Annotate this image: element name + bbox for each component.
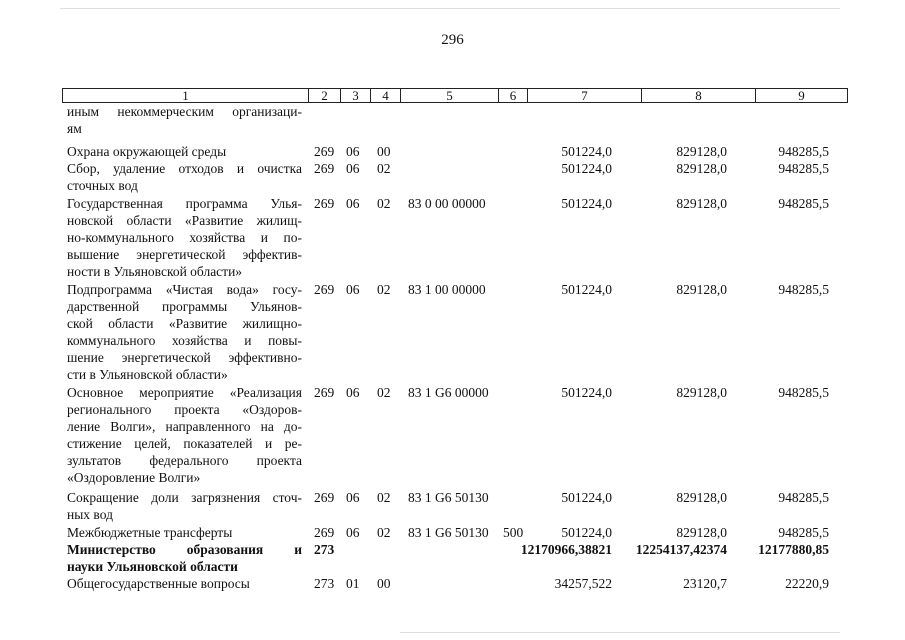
cell-col-9: 948285,5 [778,282,829,297]
cell-col-2: 269 [314,525,335,540]
row-name [67,195,302,280]
row-name-line: Министерство образования и [67,542,302,557]
row-name-line: стижение целей, показателей и ре- [67,436,302,451]
row-name [67,524,302,541]
cell-col-7: 501224,0 [561,161,612,176]
row-name-line: шение энергетической эффективно- [67,350,302,365]
cell-col-3: 06 [346,144,360,159]
cell-col-3: 01 [346,576,360,591]
cell-col-3: 06 [346,385,360,400]
cell-col-5: 83 0 00 00000 [408,196,486,211]
row-name-line: но-коммунального хозяйства и по- [67,230,302,245]
cell-col-7: 501224,0 [561,282,612,297]
cell-col-5: 83 1 G6 50130 [408,525,489,540]
row-name-line: ление Волги», направленного на до- [67,419,302,434]
row-name-line: регионального проекта «Оздоров- [67,402,302,417]
row-name-line: ности в Ульяновской области» [67,264,243,279]
column-header-4: 4 [370,88,401,103]
cell-col-3: 06 [346,282,360,297]
cell-col-7: 501224,0 [561,385,612,400]
row-name-line: новской области «Развитие жилищ- [67,213,302,228]
row-name [67,103,302,137]
cell-col-8: 829128,0 [676,196,727,211]
column-header-6: 6 [498,88,528,103]
column-header-5: 5 [400,88,499,103]
column-header-8: 8 [641,88,756,103]
cell-col-7: 501224,0 [561,490,612,505]
cell-col-9: 12177880,85 [758,542,829,557]
cell-col-2: 273 [314,542,335,557]
cell-col-8: 829128,0 [676,525,727,540]
cell-col-8: 829128,0 [676,282,727,297]
cell-col-7: 12170966,38821 [520,542,612,557]
cell-col-4: 02 [377,525,391,540]
cell-col-4: 00 [377,144,391,159]
cell-col-7: 34257,522 [554,576,612,591]
row-name-line: Государственная программа Улья- [67,196,302,211]
row-name [67,143,302,160]
row-name-line: сти в Ульяновской области» [67,367,228,382]
column-header-9: 9 [755,88,848,103]
cell-col-8: 829128,0 [676,490,727,505]
cell-col-4: 02 [377,161,391,176]
row-name-line: Сбор, удаление отходов и очистка [67,161,302,176]
row-name-line: коммунального хозяйства и повы- [67,333,302,348]
column-header-1: 1 [62,88,309,103]
row-name-line: Межбюджетные трансферты [67,525,233,540]
row-name [67,384,302,486]
cell-col-9: 948285,5 [778,161,829,176]
cell-col-3: 06 [346,196,360,211]
row-name-line: ям [67,121,82,136]
row-name-line: вышение энергетической эффектив- [67,247,302,262]
cell-col-9: 948285,5 [778,490,829,505]
row-name-line: сточных вод [67,178,138,193]
row-name-line: зультатов федерального проекта [67,453,302,468]
cell-col-4: 02 [377,282,391,297]
cell-col-9: 22220,9 [785,576,829,591]
row-name-line: ской области «Развитие жилищно- [67,316,302,331]
row-name-line: дарственной программы Ульянов- [67,299,302,314]
row-name [67,489,302,523]
cell-col-2: 269 [314,161,335,176]
cell-col-9: 948285,5 [778,196,829,211]
cell-col-3: 06 [346,490,360,505]
cell-col-8: 829128,0 [676,385,727,400]
cell-col-7: 501224,0 [561,525,612,540]
cell-col-2: 269 [314,385,335,400]
cell-col-4: 02 [377,385,391,400]
cell-col-3: 06 [346,525,360,540]
row-name-line: ных вод [67,507,113,522]
column-header-3: 3 [340,88,371,103]
row-name-line: иным некоммерческим организаци- [67,104,302,119]
row-name [67,575,302,592]
cell-col-8: 12254137,42374 [635,542,727,557]
cell-col-3: 06 [346,161,360,176]
cell-col-2: 273 [314,576,335,591]
cell-col-9: 948285,5 [778,385,829,400]
cell-col-2: 269 [314,490,335,505]
cell-col-2: 269 [314,144,335,159]
cell-col-7: 501224,0 [561,196,612,211]
row-name-line: Сокращение доли загрязнения сточ- [67,490,302,505]
row-name-line: «Оздоровление Волги» [67,470,201,485]
row-name [67,281,302,383]
cell-col-2: 269 [314,196,335,211]
cell-col-9: 948285,5 [778,144,829,159]
cell-col-7: 501224,0 [561,144,612,159]
cell-col-8: 829128,0 [676,144,727,159]
cell-col-4: 00 [377,576,391,591]
cell-col-6: 500 [503,525,524,540]
row-name-line: науки Ульяновской области [67,559,238,574]
column-header-2: 2 [308,88,341,103]
cell-col-8: 23120,7 [683,576,727,591]
cell-col-4: 02 [377,196,391,211]
cell-col-8: 829128,0 [676,161,727,176]
cell-col-4: 02 [377,490,391,505]
row-name [67,160,302,194]
column-header-7: 7 [527,88,642,103]
row-name-line: Общегосударственные вопросы [67,576,250,591]
cell-col-5: 83 1 G6 00000 [408,385,489,400]
cell-col-5: 83 1 00 00000 [408,282,486,297]
cell-col-9: 948285,5 [778,525,829,540]
cell-col-2: 269 [314,282,335,297]
row-name-line: Основное мероприятие «Реализация [67,385,302,400]
page-number: 296 [441,32,464,48]
row-name [67,541,302,575]
cell-col-5: 83 1 G6 50130 [408,490,489,505]
row-name-line: Подпрограмма «Чистая вода» госу- [67,282,302,297]
row-name-line: Охрана окружающей среды [67,144,227,159]
